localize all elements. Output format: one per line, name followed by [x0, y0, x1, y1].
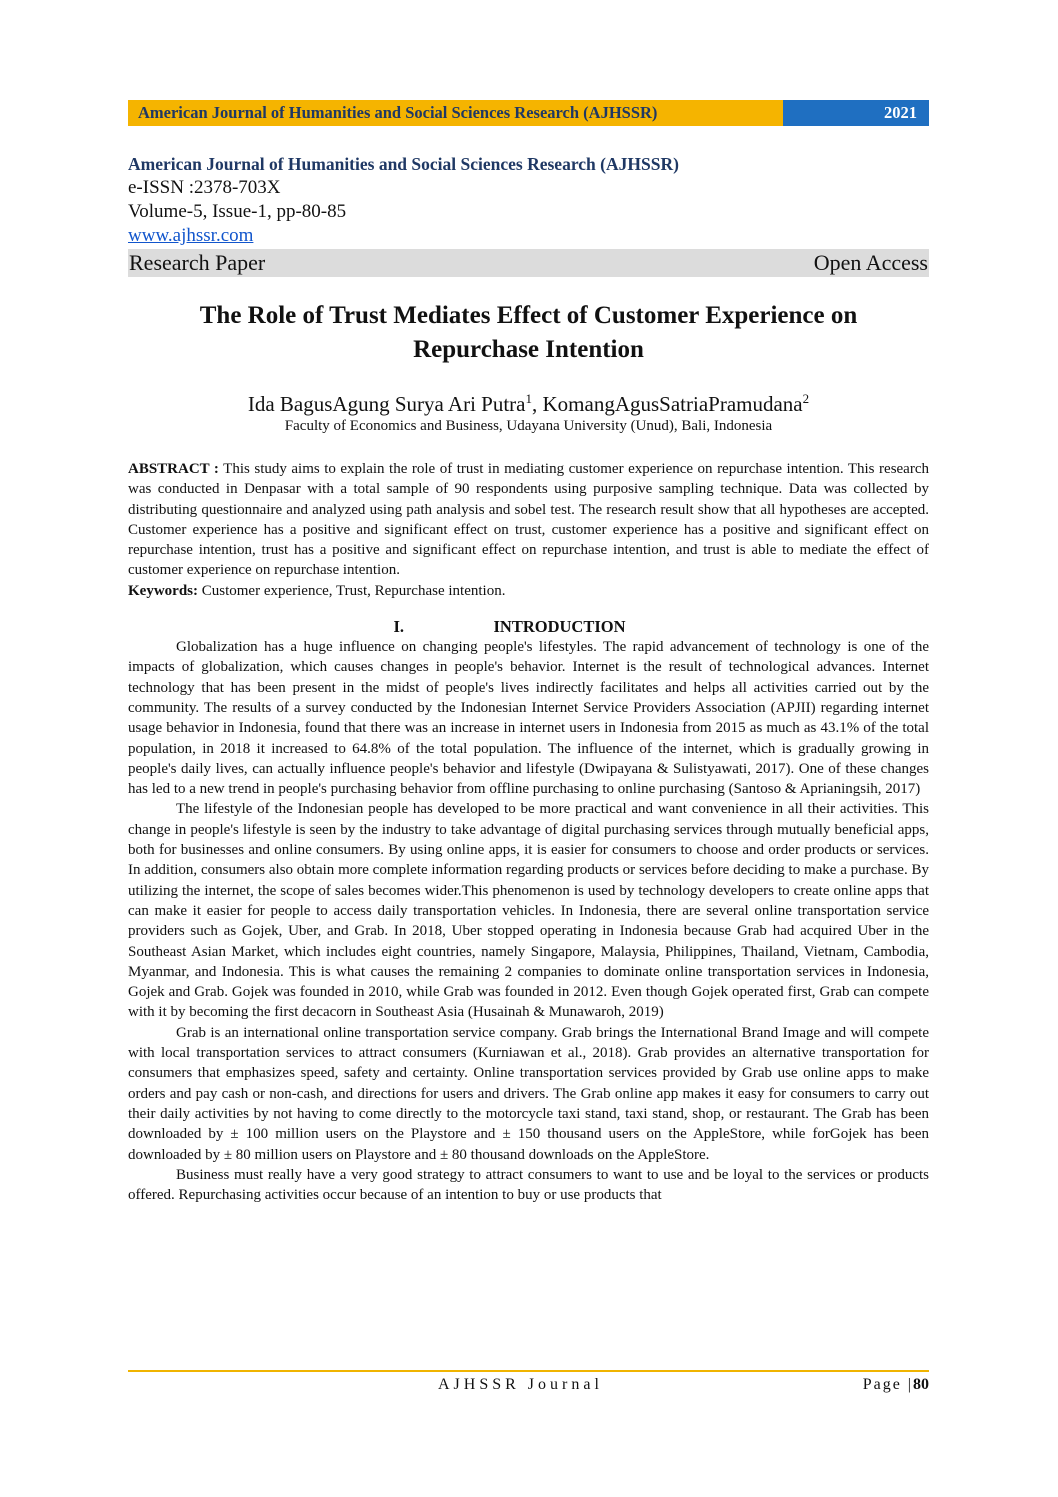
section-number: I. — [393, 617, 405, 637]
author-separator: , — [532, 392, 543, 416]
footer-divider — [128, 1370, 929, 1372]
paper-page — [128, 100, 929, 1205]
paper-title: The Role of Trust Mediates Effect of Customer Experience on Repurchase Intention — [199, 302, 858, 363]
authors — [128, 387, 929, 416]
abstract-label: ABSTRACT : — [128, 461, 219, 477]
paper-type: Research Paper — [129, 250, 266, 275]
keywords — [128, 581, 929, 601]
author-2: KomangAgusSatriaPramudana — [542, 392, 803, 416]
author-1-sup: 1 — [525, 391, 532, 406]
footer-page-label: Page | — [862, 1376, 913, 1393]
volume-issue: Volume-5, Issue-1, pp-80-85 — [128, 201, 347, 222]
issn: e-ISSN :2378-703X — [128, 177, 281, 198]
author-2-sup: 2 — [802, 391, 810, 406]
section-title: INTRODUCTION — [493, 617, 626, 637]
journal-name: American Journal of Humanities and Social Sciences Research (AJHSSR) — [128, 154, 679, 174]
paragraph: Business must really have a very good strategy to attract consumers to want to use and be loyal to the services or products offered. Repurchasing activities occur because of an intention to buy or use products that — [128, 1166, 929, 1204]
paragraph: The lifestyle of the Indonesian people has developed to be more practical and want convenience in all their activities. This change in people's lifestyle is seen by the industry to take advantage of digital purchasing services through mutually beneficial apps, both for businesses and online consumers. By using online apps, it is easier for consumers to choose and order products or services. In addition, consumers also obtain more complete information regarding products or services before deciding to make a purchase. By utilizing the internet, the scope of sales becomes wider.This phenomenon is used by technology developers to create online apps that can make it easier for people to access daily transportation vehicles. In Indonesia, there are several online transportation service providers such as Gojek, Uber, and Grab. In 2018, Uber stopped operating in Indonesia because Grab had acquired Uber in the Southeast Asian Market, which includes eight countries, namely Singapore, Malaysia, Philippines, Thailand, Vietnam, Cambodia, Myanmar, and Indonesia. This is what causes the remaining 2 companies to dominate online transportation services in Indonesia, Gojek and Grab. Gojek was founded in 2010, while Grab was founded in 2012. Even though Gojek operated first, Grab can compete with it by becoming the first decacorn in Southeast Asia (Husainah & Munawaroh, 2019) — [128, 801, 929, 1021]
footer-journal: AJHSSR Journal — [438, 1376, 603, 1393]
affiliation: Faculty of Economics and Business, Udayana University (Unud), Bali, Indonesia — [284, 418, 773, 434]
introduction-body — [128, 637, 929, 1205]
abstract-text: This study aims to explain the role of trust in mediating customer experience on repurchase intention. This research was conducted in Denpasar with a total sample of 90 respondents using purposive sampling technique. Data was collected by distributing questionnaire and analyzed using path analysis and sobel test. The research result show that all hypotheses are accepted. Customer experience has a positive and significant effect on trust, customer experience has a positive and significant effect on repurchase intention, trust has a positive and significant effect on repurchase intention, and trust is able to mediate the effect of customer experience on repurchase intention. — [128, 461, 929, 579]
paper-type-bar — [128, 249, 929, 277]
access-type: Open Access — [813, 250, 928, 275]
paragraph: Grab is an international online transportation service company. Grab brings the International Brand Image and will compete with local transportation services to attract consumers (Kurniawan et al., 2018). Grab provides an alternative transportation for consumers that emphasizes speed, safety and certainty. Online transportation services provided by Grab use online apps to make orders and pay cash or non-cash, and directions for users and drivers. The Grab online app makes it easy for consumers to carry out their daily activities by not having to come directly to the motorcycle taxi stand, taxi stand, shop, or restaurant. The Grab has been downloaded by ± 100 million users on the Playstore and ± 150 thousand users on the AppleStore, while forGojek has been downloaded by ± 80 million users on Playstore and ± 80 thousand downloads on the AppleStore. — [128, 1024, 929, 1163]
running-header-year: 2021 — [783, 100, 929, 126]
keywords-text: Customer experience, Trust, Repurchase intention. — [198, 582, 506, 599]
author-1: Ida BagusAgung Surya Ari Putra — [247, 392, 526, 416]
website-link[interactable]: www.ajhssr.com — [128, 225, 254, 246]
footer-page — [863, 1376, 929, 1394]
paragraph: Globalization has a huge influence on changing people's lifestyles. The rapid advancement of technology is one of the impacts of globalization, which causes changes in people's behavior. Internet is the result of technological advances. Internet technology that has been present in the midst of people's lives indirectly facilitates and helps all activities carried out by the community. The results of a survey conducted by the Indonesian Internet Service Providers Association (APJII) regarding internet usage behavior in Indonesia, found that there was an increase in internet users in Indonesia from 2015 as much as 43.1% of the total population, in 2018 it increased to 64.8% of the total population. The influence of the internet, which is gradually growing in people's daily lives, can actually influence people's behavior and lifestyle (Dwipayana & Sulistyawati, 2017). One of these changes has led to a new trend in people's purchasing behavior from offline purchasing to online purchasing (Santoso & Aprianingsih, 2017) — [128, 639, 929, 798]
section-heading-introduction — [128, 617, 929, 637]
abstract — [128, 459, 929, 581]
running-header-journal: American Journal of Humanities and Social Sciences Research (AJHSSR) — [128, 100, 783, 126]
footer-page-number: 80 — [913, 1376, 929, 1393]
running-header — [128, 100, 929, 126]
page-footer — [128, 1376, 929, 1398]
keywords-label: Keywords: — [128, 582, 198, 599]
journal-meta — [128, 152, 929, 277]
